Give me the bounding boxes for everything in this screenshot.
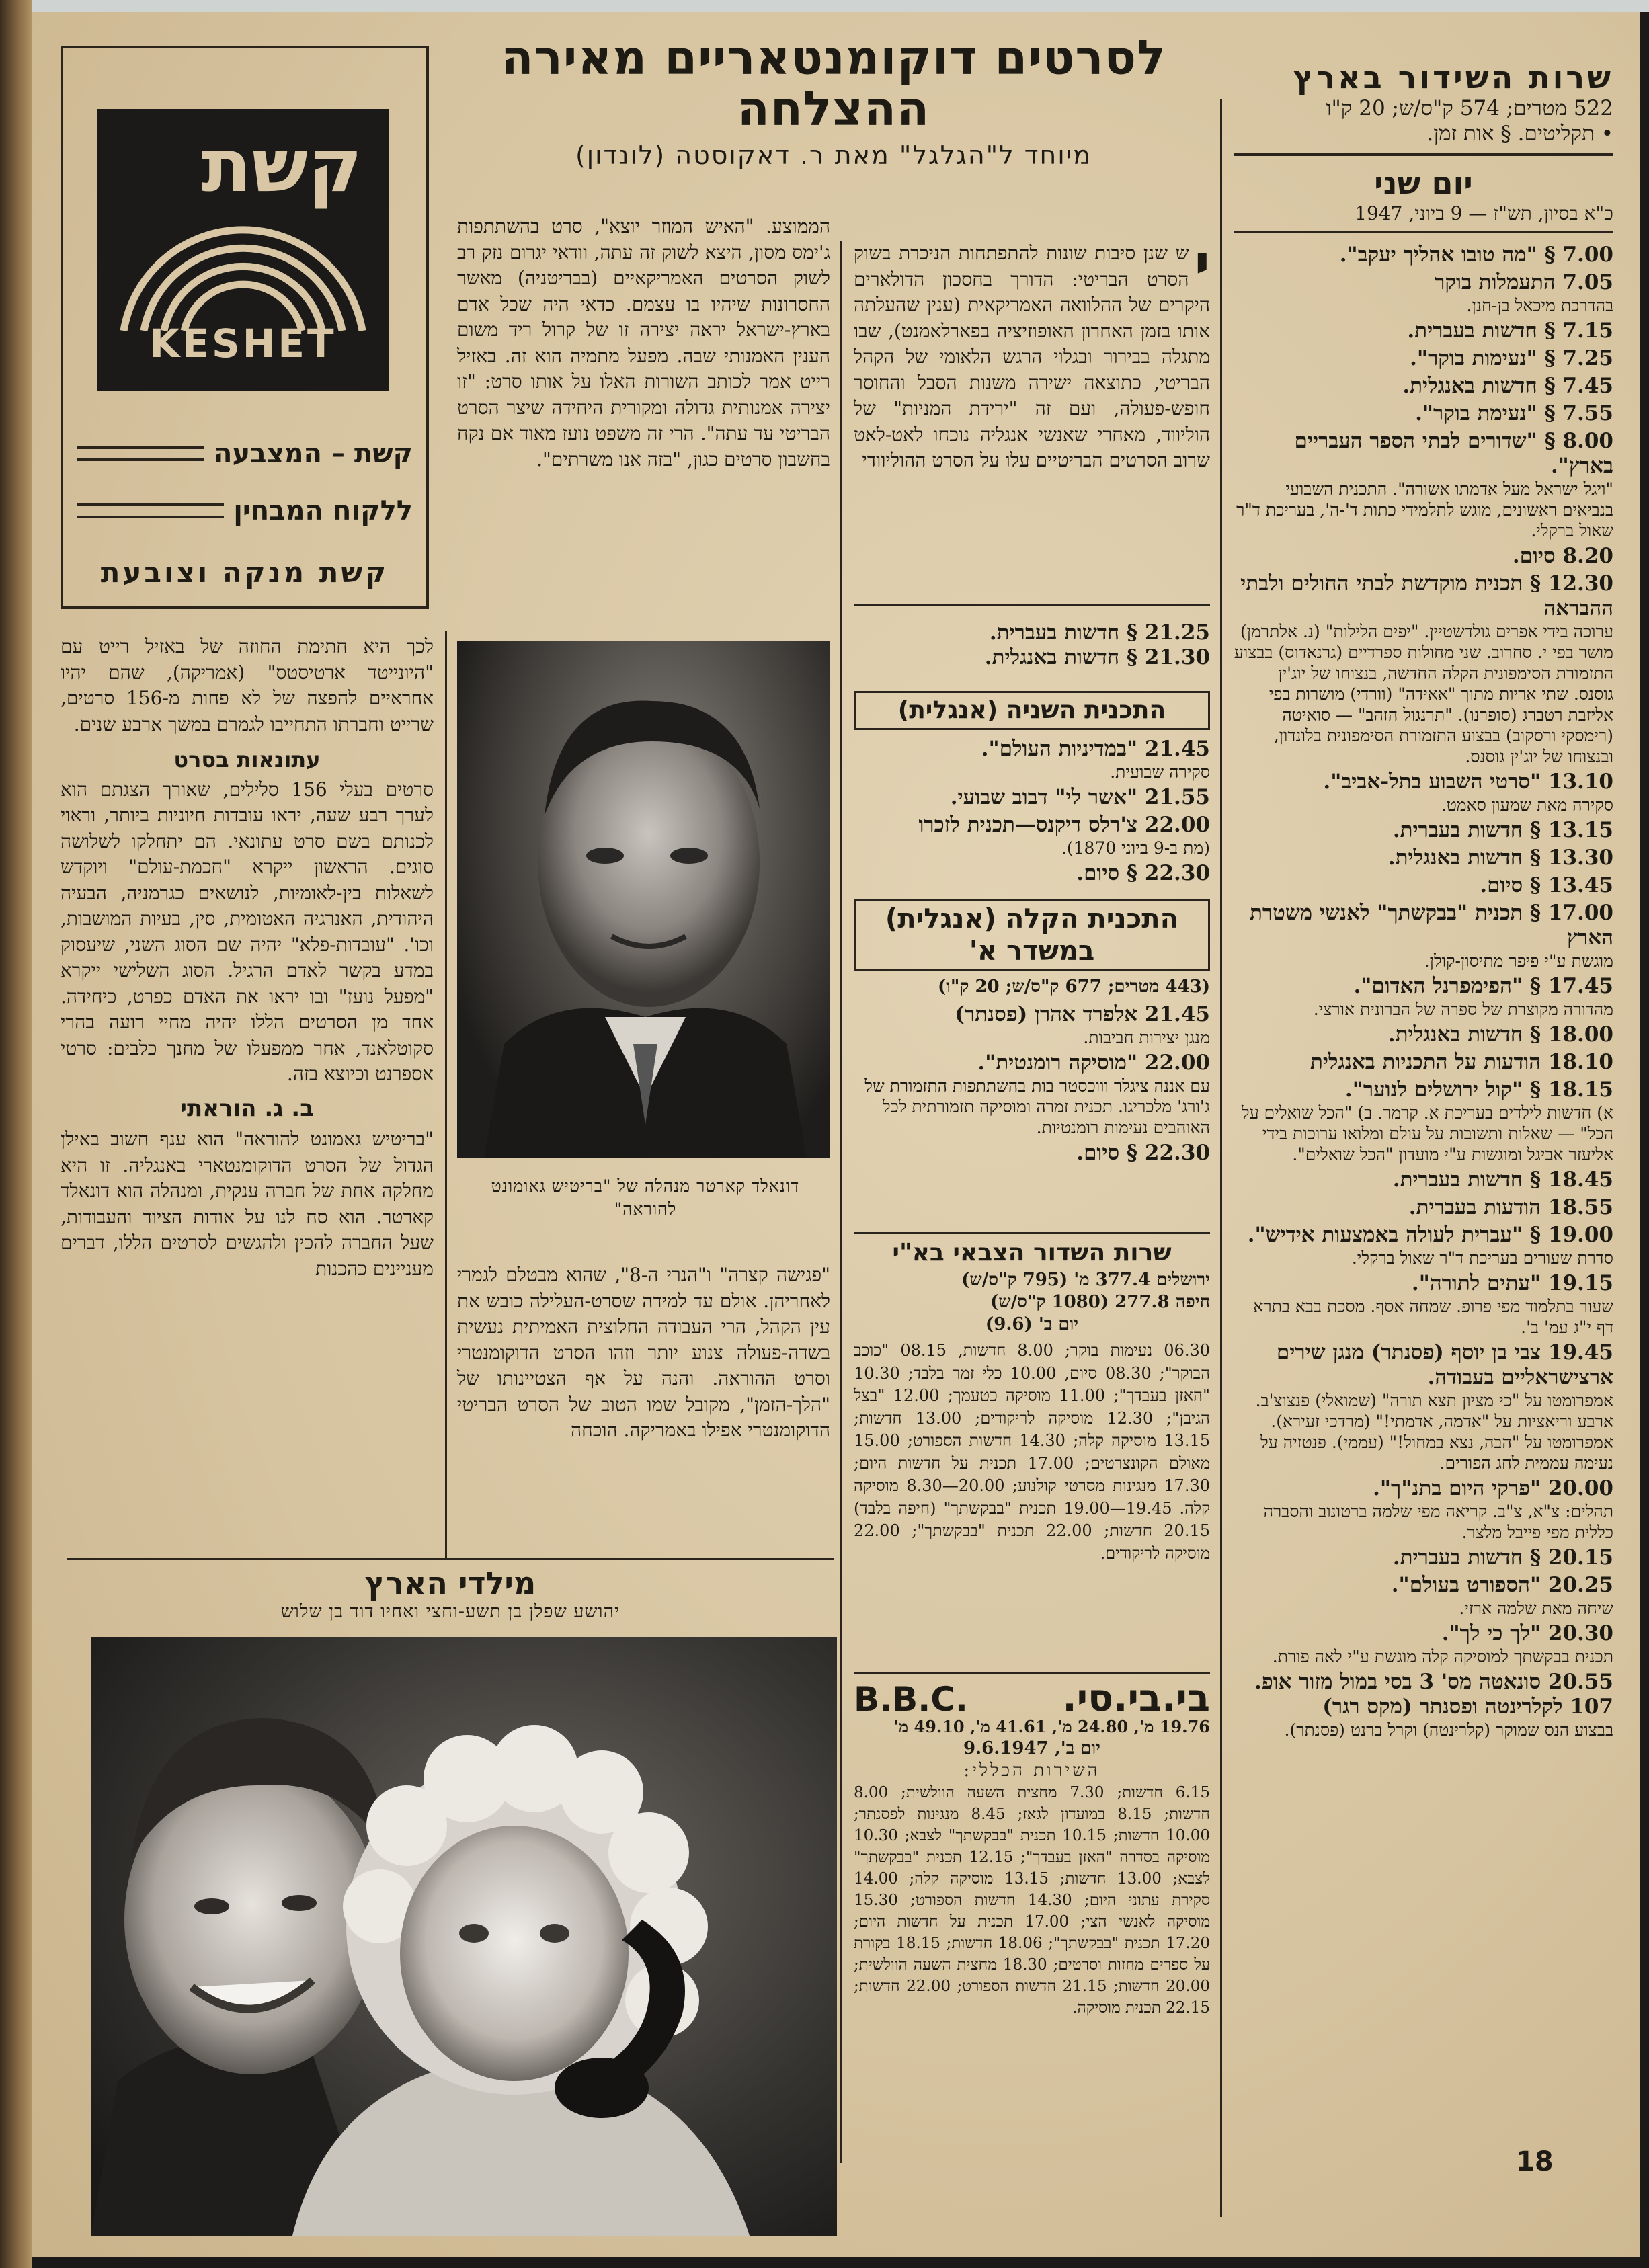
entry-title: 21.45 אלפרד אהרן (פסנתר) [955,1002,1210,1026]
article-text-3: לכך היא חתימת החוזה של באזיל רייט עם "היונייטד ארטיסטס" (אמריקה), שהם יהיו אחראיים להפצה של לא פחות מ-156 סרטים, שרייט וחברתו התחייבו לגמרם במשך ארבע שנים. [61,635,434,735]
divider [67,1558,834,1560]
entry-title: 21.45 "במדיניות העולם". [981,737,1210,761]
idf-radio-title: שרות השדור הצבאי בא"י [892,1239,1172,1266]
idf-day: יום ב' (9.6) [985,1314,1079,1334]
entry-title: 19.00 § "עברית לעולה באמצעות אידיש". [1247,1223,1613,1247]
schedule-column [1234,59,1613,2230]
bbc-frequencies: 19.76 מ', 24.80 מ', 41.61 מ', 49.10 מ' [893,1717,1210,1736]
entry-title: 12.30 § תכנית מוקדשת לבתי החולים ולבתי ההבראה [1240,571,1613,620]
divider [854,1672,1210,1674]
light-program-list [854,1002,1210,1166]
entry-description: סקירה מאת שמעון סאמט. [1441,795,1613,815]
article-text-3c: "בריטיש גאמונט להוראה" הוא ענף חשוב באילן הגדול של הסרט הדוקומנטארי באנגליה. זו היא מחלקה אחת של חברה ענקית, ומנהלה הוא דונאלד קארטר. הוא סח לנו על אודות הציוד והעבודות, שעל החברה להכין ולהגשים לסרטים הללו, דברים מעניינים כהכנות [61,1128,434,1280]
entry-title: 18.15 § "קול ירושלים לנוער". [1344,1078,1613,1102]
entry-title: 7.25 § "נעימות בוקר". [1410,346,1613,370]
article-author-sign: ב. ג. הוראתי [180,1094,314,1122]
idf-jerusalem: ירושלים 377.4 מ' (795 ק"ס/ש) [961,1270,1210,1290]
entry-title: 17.00 § תכנית "בבקשתך" לאנשי משטרת הארץ [1249,901,1613,950]
kids-title: מילדי הארץ [364,1565,536,1601]
light-program-frame [854,899,1210,971]
article-text-2b: "פגישה קצרה" ו"הנרי ה-8", שהוא מבטלם לגמרי לאחריהן. אולם עד למידה שסרט-העלילה כובש את עין הקהל, הרי העבודה החלוצית האמיתית נעשית בשדה-פעולה צנוע יותר וזהו הסרט הדוקומנטרי וסרט ההוראה. והנה על אף הצטיינותו של "הלך-הזמן", מקובל שמו הטוב של הסרט הבריטי הדוקומנטרי אפילו באמריקה. הוכחה [457,1264,831,1441]
page-number: 18 [1516,2146,1554,2177]
keshet-logo-english: KESHET [149,321,337,366]
schedule-entry [1234,1573,1613,1619]
second-program-box [854,691,1210,889]
article-col-1 [854,233,1210,474]
column-rule [445,631,447,1558]
entry-description: ערוכה בידי אפרים גולדשטיין. "יפים הלילות" (נ. אלתרמן) מושר בפי י. סחרוב. שני מחולות ספרדיים (גרנאדוס) בבצוע התזמורת הסימפונית הקלה החדשה, בנצוחו של יוג'ין גוסנס. שתי אריות מתוך "אאידה" (וורדי) מושרות בפי אליזבת רטברג (סופרנו). "תרנגול הזהב" — סואיטה (רימסקי ורסקוב) בבצוע התזמורת הסימפונית בלונדון, ובנצוחו של יוג'ין גוסנס. [1234,622,1613,766]
light-program-frequency: (443 מטרים; 677 ק"ס/ש; 20 ק"ו) [937,977,1210,997]
schedule-entry [1234,846,1613,870]
schedule-entry [1234,243,1613,268]
late-news [854,620,1210,670]
entry-title: 13.45 § סיום. [1480,873,1613,897]
divider [854,1232,1210,1234]
entry-title: 8.20 סיום. [1512,544,1613,568]
idf-haifa: חיפה 277.8 (1080 ק"ס/ש) [990,1292,1210,1312]
light-program-box [854,899,1210,1168]
schedule-entry [1234,571,1613,767]
entry-description: אמפרומטו על "כי מציון תצא תורה" (שמואלי) פנצוצ'ב. ארבע וריאציות על "אדמה, אדמתי!" (מרדכי זעירא). אמפרומטו על "הבה, נצא במחול!" (עממי). פנטזיה על נעימה עממית לחג הפורים. [1255,1391,1613,1473]
keshet-line-2: ללקוח המבחין [77,495,413,526]
schedule-entry [854,861,1210,886]
entry-description: שעור בתלמוד מפי פרופ. שמחה אסף. מסכת בבא בתרא דף י"ג עמ' ב'. [1253,1297,1613,1337]
schedule-entry [1234,1078,1613,1165]
top-edge [0,0,1649,12]
schedule-entry [1234,901,1613,971]
entry-title: 22.30 § סיום. [1076,1141,1210,1165]
entry-title: 17.45 § "הפימפרנל האדום". [1353,974,1613,998]
schedule-entry [1234,544,1613,569]
schedule-entry [1234,1476,1613,1543]
divider [1234,231,1613,233]
entry-title: 21.55 "אשר לי" דבוב שבועי. [950,785,1210,809]
entry-description: סקירה שבועית. [1110,762,1210,782]
article-col-2b [457,1262,830,1444]
entry-title: 22.30 § סיום. [1076,861,1210,885]
schedule-entry [1234,374,1613,399]
entry-title: 13.10 "סרטי השבוע בתל-אביב". [1323,770,1613,794]
day-title: יום שני [1374,165,1473,201]
schedule-entry [854,1051,1210,1138]
schedule-entry [1234,1022,1613,1047]
entry-description: סדרת שעורים בעריכת ד"ר שאול ברקלי. [1351,1248,1613,1268]
bbc-box [854,1676,1210,2019]
entry-title: 19.15 "עתים לתורה". [1411,1271,1613,1295]
news-hebrew: 21.25 § חדשות בעברית. [989,620,1210,645]
schedule-list [1234,243,1613,1740]
schedule-legend: • תקליטים. § אות זמן. [1426,122,1613,146]
entry-title: 7.45 § חדשות באנגלית. [1402,374,1613,398]
schedule-entry [1234,873,1613,898]
bbc-day: יום ב', 9.6.1947 [963,1738,1100,1758]
keshet-logo-hebrew: קשת [201,122,362,208]
entry-description: תהלים: צ"א, צ"ב. קריאה מפי שלמה ברטונוב והסברה כללית מפי פייבל מלצר. [1263,1502,1613,1542]
divider [854,604,1210,606]
schedule-entry [1234,974,1613,1020]
schedule-entry [1234,429,1613,541]
schedule-entry [1234,346,1613,371]
entry-title: 20.00 "פרקי היום בתנ"ך". [1373,1476,1613,1500]
entry-title: 13.30 § חדשות באנגלית. [1387,846,1613,870]
entry-title: 20.30 "לך כי לך". [1441,1621,1613,1646]
schedule-entry [1234,319,1613,343]
schedule-entry [1234,401,1613,426]
article-subhead: עתונאות בסרט [173,747,321,772]
article-title: לסרטים דוקומנטאריים מאירה ההצלחה [501,30,1166,136]
schedule-entry [1234,270,1613,316]
entry-title: 18.45 § חדשות בעברית. [1392,1168,1613,1192]
portrait-photo [457,641,830,1158]
schedule-entry [1234,1223,1613,1268]
entry-title: 18.00 § חדשות באנגלית. [1387,1022,1613,1047]
entry-title: 20.55 סונאטה מס' 3 בסי במול מזור אופ. 107 לקלרינטה ופסנתר (מקס רגר) [1254,1670,1613,1719]
schedule-entry [854,737,1210,782]
schedule-frequency: 522 מטרים; 574 ק"ס/ש; 20 ק"ו [1326,96,1613,120]
entry-description: מהדורה מקוצרת של ספרה של הברונית אורצי. [1313,1000,1613,1019]
day-date: כ"א בסיון, תש"ז — 9 ביוני, 1947 [1355,202,1613,225]
second-program-title: התכנית השניה (אנגלית) [854,691,1210,730]
article-byline: מיוחד ל"הגלגל" מאת ר. דאקוסטה (לונדון) [575,140,1092,170]
entry-description: בבצוע הנס שמוקר (קלרינטה) וקרל ברנט (פסנתר). [1284,1720,1613,1740]
entry-description: א) חדשות לילדים בעריכת א. קרמר. ב) "הכל שואלים על הכל" — שאלות ותשובות על עולם ומלואו ערוכות בידי אליעזר אביגל ומוגשות ע"י מועדון "הכל שואלים". [1241,1103,1613,1164]
column-rule [1220,99,1222,2217]
keshet-line-1: קשת – המצבעה [77,438,413,469]
binding-edge [0,0,32,2268]
schedule-entry [1234,1050,1613,1075]
entry-description: מנגן יצירות חביבות. [1083,1028,1210,1047]
article-text-3b: סרטים בעלי 156 סלילים, שאורך הצגתם הוא לערך רבע שעה, יראו עובדות חיוניות ביותר, וראוי לכנותם בשם סרט עתונאי. הם יתחלקו לשלושה סוגים. הראשון ייקרא "חכמת-עולם" ויוקדש לשאלות בין-לאומיות, לנושאים כגרמניה, הבעיה היהודית, האנרגיה האטומית, סין, בעיות המושבות, וכו'. "עובדות-פלא" יהיה שם הסוג השני, שיעסוק במדע בקשר לאדם הרגיל. הסוג השלישי ייקרא "מפעל נועז" ובו יראו את האדם כפרט, כיחידה. אחד מן הסרטים הללו יהיה מחיי רועה בהרי סקוטלאנד, אחר ממפעלו של מחנך כלבים: סרטי אספרנט וכיוצא בזה. [61,778,434,1085]
keshet-line-3: קשת מנקה וצובעת [100,556,389,589]
bbc-title-row [854,1676,1210,1720]
entry-title: 18.10 הודעות על התכניות באנגלית [1310,1050,1613,1074]
entry-title: 8.00 § "שדורים לבתי הספר העבריים בארץ". [1294,429,1613,478]
entry-description: תכנית בבקשתך למוסיקה קלה מוגשת ע"י לאה פורת. [1272,1647,1613,1666]
entry-title: 20.25 "הספורט בעולם". [1391,1573,1613,1597]
portrait-figure [457,641,830,1158]
column-rule [840,241,842,2163]
schedule-entry [1234,1271,1613,1338]
schedule-header: שרות השידור בארץ [1293,59,1613,95]
idf-schedule-text: 06.30 נעימות בוקר; 8.00 חדשות, 08.15 "כוכב הבוקר"; 08.30 סיום, 10.00 כלי זמר בלבד; 10.30 "האזן בעבדך"; 11.00 מוסיקה כטעמך; 12.00 "בצל הגיבן"; 12.30 מוסיקה לריקודים; 13.00 חדשות; 13.15 מוסיקה קלה; 14.30 חדשות הספורט; 15.00 מאולם הקונצרטים; 17.00 תכנית על חדשות היום; 17.30 מנגינות מסרטי קולנוע; 20.00—8.30 מוסיקה קלה. 19.45—19.00 תכנית "בבקשתך" (חיפה בלבד) 20.15 חדשות; 22.00 תכנית "בבקשתך"; 22.00 מוסיקה לריקודים. [854,1341,1211,1563]
kids-photo [91,1637,837,2236]
schedule-entry [1234,1168,1613,1192]
entry-title: 18.55 הודעות בעברית. [1408,1195,1613,1219]
schedule-entry [854,785,1210,810]
schedule-entry [1234,818,1613,843]
entry-description: "ויגל ישראל מעל אדמתו אשורה". התכנית השבועי בנביאים ראשונים, מוגש לתלמידי כתות ד'-ה', בעריכת ד"ר שאול ברקלי. [1236,479,1613,540]
drop-cap: י [1194,233,1210,295]
keshet-ad [61,46,429,609]
entry-description: בהדרכת מיכאל בן-חנן. [1466,296,1613,315]
article-header [457,32,1210,171]
entry-title: 7.15 § חדשות בעברית. [1407,319,1613,343]
article-text-2: הממוצע. "האיש המוזר יוצא", סרט בהשתתפות ג'ימס מסון, היצא לשוק זה עתה, וודאי יגרום נזק רב לשוק הסרטים האמריקאיים (בבריטניה) מאשר החסרונות שיהיו בו עצמם. כדאי היה שכל אדם בארץ-ישראל יראה יצירה זו של קרול ריד משום הענין האמנותי שבה. מפעל מתמיה הוא זה. באזיל רייט אמר לכותב השורות האלו על אותו סרט: "זו יצירה אמנותית גדולה ומקורית היחידה שיצר הסרט הבריטי עד עתה". הרי זה משפט נועז מאוד אם נקח בחשבון סרטים כגון, "בזה אנו משרתים". [457,215,830,471]
entry-title: 20.15 § חדשות בעברית. [1392,1545,1613,1570]
schedule-entry [1234,1545,1613,1570]
kids-caption: יהושע שפלן בן תשע-וחצי ואחיו דוד בן שלוש [280,1601,620,1622]
entry-title: 13.15 § חדשות בעברית. [1392,818,1613,842]
schedule-entry [854,1141,1210,1166]
news-english: 21.30 § חדשות באנגלית. [984,645,1210,670]
bbc-title-hebrew: בי.בי.סי. [1062,1676,1210,1720]
light-program-title: התכנית הקלה (אנגלית) במשדר א' [885,903,1179,967]
schedule-entry [1234,1340,1613,1473]
entry-title: 7.05 התעמלות בוקר [1435,270,1613,294]
kids-figures [91,1637,837,2236]
bbc-title-english: B.B.C. [854,1680,968,1719]
portrait-caption: דונאלד קארטר מנהלה של "בריטיש גאומונט להוראה" [491,1176,800,1219]
entry-title: 19.45 צבי בן יוסף (פסנתר) מנגן שירים ארצישראליים בעבודה. [1276,1340,1613,1389]
magazine-page [27,12,1640,2257]
entry-title: 7.00 § "מה טובו אהליך יעקב". [1339,243,1613,267]
entry-description: מוגשת ע"י פיפר מתיסון-קולן. [1424,951,1613,971]
entry-description: שיחה מאת שלמה ארזי. [1459,1598,1613,1618]
article-col-3 [61,634,434,1282]
article-text-1: ש שנן סיבות שונות להתפתחות הניכרת בשוק הסרט הבריטי: הדורך בחסכון הדולארים היקרים של ההלוואה האמריקאית (ענין שהעלתה אותו בזמן האחרון האופוזיציה בפארלאמנט), שבו מתגלה בבירור ובגלוי הרגש הלאומי של הקהל הבריטי, כתוצאה ישירה משנות הסבל והחוסר חופש-פעולה, ועם זה "ירידת המניות" של הוליווד, מאחרי שאנשי אנגליה נוכחו לאט-לאט שרוב הסרטים הבריטיים עלו על הסרט ההוליוודי [854,242,1210,471]
entry-title: 22.00 צ'רלס דיקנס—תכנית לזכרו [918,813,1210,837]
keshet-logo-box [97,109,389,391]
kids-header [67,1565,834,1622]
entry-description: עם אננה ציגלר וווכסטר בות בהשתתפות התזמורת של ג'ורג' מלכריגו. תכנית זמרה ומוסיקה תזמורתית לכל האוהבים נעימות רומנטיות. [864,1076,1210,1137]
schedule-entry [1234,1195,1613,1220]
schedule-entry [1234,1670,1613,1740]
bbc-service: השירות הכללי: [963,1760,1100,1781]
schedule-entry [1234,1621,1613,1667]
entry-description: (מת ב-9 ביוני 1870). [1061,838,1210,858]
divider [1234,153,1613,156]
article-col-2 [457,214,830,473]
second-program-list [854,737,1210,886]
schedule-entry [854,813,1210,858]
bbc-schedule-text: 6.15 חדשות; 7.30 מחצית השעה הוולשית; 8.00 חדשות; 8.15 במועדון לגאז; 8.45 מנגינות לפסנתר; 10.00 חדשות; 10.15 תכנית "בבקשתך" לצבא; 10.30 מוסיקה בסדרה "האזן בעבדך"; 12.15 תכנית "בבקשתך" לצבא; 13.00 חדשות; 13.15 מוסיקה קלה; 14.00 סקירת עתוני היום; 14.30 חדשות הספורט; 15.30 מוסיקה לאנשי הצי; 17.00 תכנית על חדשות היום; 17.20 תכנית "בבקשתך"; 18.06 חדשות; 18.15 בקורת על ספרים מחזות וסרטים; 18.30 מחצית השעה הוולשית; 20.00 חדשות; 21.15 חדשות הספורט; 22.00 חדשות; 22.15 תכנית מוסיקה. [854,1784,1210,2017]
schedule-entry [1234,770,1613,815]
schedule-entry [854,1002,1210,1048]
idf-radio-box [854,1237,1210,1565]
entry-title: 22.00 "מוסיקה רומנטית". [977,1051,1210,1075]
entry-title: 7.55 § "נעימת בוקר". [1415,401,1613,426]
